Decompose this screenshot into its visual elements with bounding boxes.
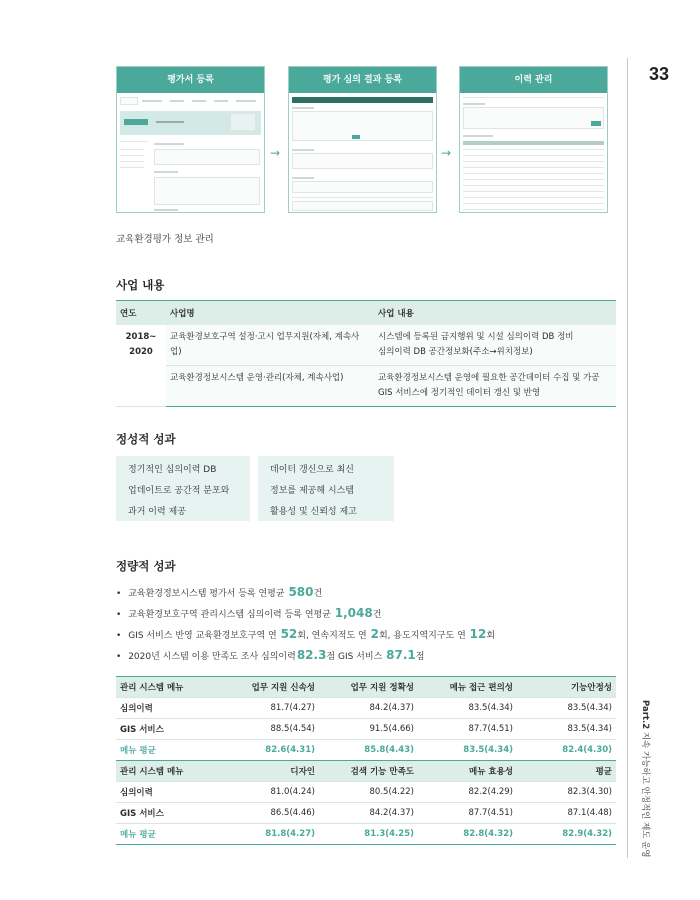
screenshot-evaluation-registration	[116, 66, 265, 213]
header-year: 연도	[116, 301, 166, 326]
header-cell: 평균	[517, 761, 616, 782]
screenshot-title: 평가 심의 결과 등록	[289, 67, 436, 93]
quant-highlight: 580	[288, 585, 314, 599]
quant-highlight: 12	[469, 627, 487, 641]
side-section-label	[640, 700, 652, 860]
quant-highlight: 1,048	[334, 606, 373, 620]
screenshot-review-result-registration	[288, 66, 437, 213]
header-cell: 관리 시스템 메뉴	[116, 677, 220, 698]
side-part-text: 지속 가능하고 안정적인 제도 운영	[640, 731, 650, 858]
table-cell: 81.8(4.27)	[220, 824, 319, 845]
quant-text: 점 GIS 서비스	[326, 652, 386, 662]
table-cell: 82.8(4.32)	[418, 824, 517, 845]
quant-text: 교육환경정보시스템 평가서 등록 연평균	[128, 589, 288, 599]
quant-highlight: 87.1	[386, 648, 416, 662]
project-year: 2018~ 2020	[116, 325, 166, 407]
project-name: 교육환경정보시스템 운영·관리(자체, 계속사업)	[166, 366, 374, 407]
qualitative-box: 정기적인 심의이력 DB 업데이트로 공간적 분포와 과거 이력 제공	[116, 456, 250, 521]
list-item	[116, 624, 495, 645]
table-cell: 83.5(4.34)	[418, 740, 517, 761]
table-cell: 82.6(4.31)	[220, 740, 319, 761]
table-cell: 86.5(4.46)	[220, 803, 319, 824]
table-cell: 83.5(4.34)	[517, 719, 616, 740]
header-cell: 업무 지원 신속성	[220, 677, 319, 698]
table-cell: 87.7(4.51)	[418, 803, 517, 824]
table-cell: 83.5(4.34)	[418, 698, 517, 719]
margin-divider	[627, 58, 628, 858]
row-label: GIS 서비스	[116, 719, 220, 740]
header-cell: 업무 지원 정확성	[319, 677, 418, 698]
table-row	[116, 366, 616, 407]
table-cell: 81.3(4.25)	[319, 824, 418, 845]
row-label: 메뉴 평균	[116, 824, 220, 845]
satisfaction-table	[116, 676, 616, 845]
header-cell: 메뉴 접근 편의성	[418, 677, 517, 698]
side-part-label: Part.2	[640, 700, 650, 730]
section-title-quantitative: 정량적 성과	[116, 559, 176, 573]
table-cell: 85.8(4.43)	[319, 740, 418, 761]
quant-highlight: 82.3	[296, 648, 327, 662]
screenshot-thumbnail	[292, 97, 433, 209]
header-cell: 관리 시스템 메뉴	[116, 761, 220, 782]
table-cell: 88.5(4.54)	[220, 719, 319, 740]
quant-highlight: 2	[370, 627, 379, 641]
row-label: 심의이력	[116, 782, 220, 803]
quantitative-list	[116, 582, 495, 666]
table-row	[116, 719, 616, 740]
screenshot-title: 이력 관리	[460, 67, 607, 93]
screenshot-title: 평가서 등록	[117, 67, 264, 93]
quant-text: GIS 서비스 반영 교육환경보호구역 연	[128, 631, 280, 641]
qualitative-box: 데이터 갱신으로 최신 정보를 제공해 시스템 활용성 및 신뢰성 제고	[258, 456, 394, 521]
quant-text: 건	[313, 589, 323, 599]
list-item	[116, 582, 495, 603]
row-label: 심의이력	[116, 698, 220, 719]
table-cell: 91.5(4.66)	[319, 719, 418, 740]
table-cell: 81.7(4.27)	[220, 698, 319, 719]
quant-text: 회	[486, 631, 496, 641]
header-project-content: 사업 내용	[374, 301, 616, 326]
table-cell: 82.4(4.30)	[517, 740, 616, 761]
quant-text: 회, 용도지역지구도 연	[378, 631, 469, 641]
table-cell: 87.7(4.51)	[418, 719, 517, 740]
list-item	[116, 645, 495, 666]
table-cell: 84.2(4.37)	[319, 803, 418, 824]
page-number: 33	[649, 64, 670, 84]
list-item	[116, 603, 495, 624]
quant-text: 회, 연속지적도 연	[297, 631, 370, 641]
arrow-right-icon: →	[441, 146, 452, 160]
table-cell: 84.2(4.37)	[319, 698, 418, 719]
table-row	[116, 782, 616, 803]
table-cell: 81.0(4.24)	[220, 782, 319, 803]
table-cell: 82.2(4.29)	[418, 782, 517, 803]
quant-text: 교육환경보호구역 관리시스템 심의이력 등록 연평균	[128, 610, 334, 620]
table-row	[116, 803, 616, 824]
screenshot-thumbnail	[463, 97, 604, 209]
table-header-row	[116, 677, 616, 698]
quant-text: 점	[415, 652, 425, 662]
table-cell: 83.5(4.34)	[517, 698, 616, 719]
table-cell: 82.3(4.30)	[517, 782, 616, 803]
arrow-right-icon: →	[270, 146, 281, 160]
quant-text: 건	[372, 610, 382, 620]
project-name: 교육환경보호구역 설정·고시 업무지원(자체, 계속사업)	[166, 325, 374, 366]
header-cell: 기능안정성	[517, 677, 616, 698]
header-cell: 메뉴 효용성	[418, 761, 517, 782]
table-row	[116, 698, 616, 719]
row-label: 메뉴 평균	[116, 740, 220, 761]
project-content: 시스템에 등록된 금지행위 및 시설 심의이력 DB 정비 심의이력 DB 공간정보화(주소→위치정보)	[374, 325, 616, 366]
header-cell: 검색 기능 만족도	[319, 761, 418, 782]
screenshots-caption: 교육환경평가 정보 관리	[116, 234, 214, 245]
row-label: GIS 서비스	[116, 803, 220, 824]
section-title-qualitative: 정성적 성과	[116, 432, 176, 446]
table-cell: 82.9(4.32)	[517, 824, 616, 845]
table-row	[116, 325, 616, 366]
section-title-project: 사업 내용	[116, 278, 165, 292]
screenshot-history-management	[459, 66, 608, 213]
project-content: 교육환경정보시스템 운영에 필요한 공간데이터 수집 및 가공 GIS 서비스에 정기적인 데이터 갱신 및 반영	[374, 366, 616, 407]
project-table	[116, 300, 616, 407]
table-row-average	[116, 824, 616, 845]
table-cell: 80.5(4.22)	[319, 782, 418, 803]
table-header-row	[116, 761, 616, 782]
header-project-name: 사업명	[166, 301, 374, 326]
table-header-row	[116, 301, 616, 326]
screenshot-thumbnail	[120, 97, 261, 209]
quant-highlight: 52	[280, 627, 298, 641]
header-cell: 디자인	[220, 761, 319, 782]
table-cell: 87.1(4.48)	[517, 803, 616, 824]
quant-text: 2020년 시스템 이용 만족도 조사 심의이력	[128, 652, 296, 662]
table-row-average	[116, 740, 616, 761]
